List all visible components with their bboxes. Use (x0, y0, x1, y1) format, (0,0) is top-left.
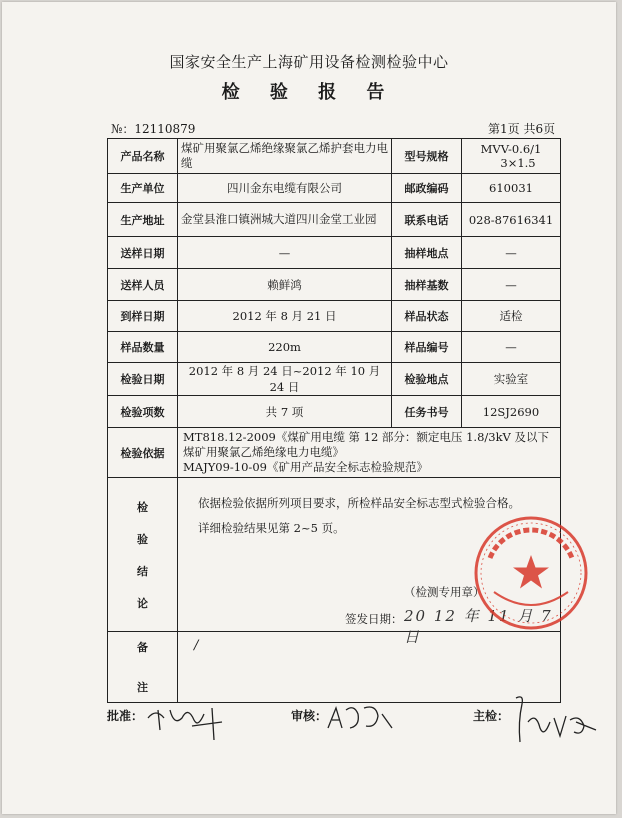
test-date-value: 2012 年 8 月 24 日~2012 年 10 月 24 日 (178, 363, 392, 396)
stamp-label: （检测专用章） (404, 585, 485, 599)
sample-place-value: — (462, 237, 561, 269)
remarks-content (178, 632, 561, 703)
test-place-label: 检验地点 (392, 363, 462, 396)
approver-label: 批准： (107, 709, 144, 723)
test-place-value: 实验室 (462, 363, 561, 396)
arrive-date-value: 2012 年 8 月 21 日 (178, 301, 392, 332)
send-date-value: — (178, 237, 392, 269)
reviewer-label: 审核： (291, 709, 328, 723)
table-row (108, 632, 561, 703)
table-row (108, 428, 561, 478)
conclusion-content (178, 478, 561, 646)
remarks-label (108, 632, 178, 703)
basis-line1: MT818.12-2009《煤矿用电缆 第 12 部分：额定电压 1.8/3kV 及以下煤矿用聚氯乙烯绝缘电力电缆》 (183, 430, 549, 459)
test-date-label: 检验日期 (108, 363, 178, 396)
report-table (107, 138, 561, 703)
product-name-label: 产品名称 (108, 139, 178, 174)
document-number: №：12110879 (111, 122, 196, 136)
org-title: 国家安全生产上海矿用设备检测检验中心 (169, 53, 449, 71)
table-row (108, 203, 561, 237)
reviewer-signature (324, 698, 396, 738)
table-row (108, 269, 561, 301)
quantity-value: 220m (178, 332, 392, 363)
basis-value (178, 428, 561, 478)
table-row (108, 139, 561, 174)
issue-date-label: 签发日期： (345, 612, 403, 626)
task-no-label: 任务书号 (392, 396, 462, 428)
remarks-label-char: 注 (137, 681, 148, 694)
approver-signature (142, 696, 237, 744)
conclusion-label (108, 478, 178, 632)
issue-date-handwritten: 20 12 年 11 月 7 日 (404, 607, 553, 646)
table-row (108, 396, 561, 428)
table-row (108, 174, 561, 203)
sender-label: 送样人员 (108, 269, 178, 301)
send-date-label: 送样日期 (108, 237, 178, 269)
report-page (2, 2, 616, 814)
items-value: 共 7 项 (178, 396, 392, 428)
conclusion-label-char: 结 (137, 564, 148, 578)
model-line1: MVV-0.6/1 (480, 142, 542, 156)
conclusion-label-char: 论 (137, 596, 148, 610)
conclusion-label-char: 验 (137, 532, 148, 546)
sample-base-value: — (462, 269, 561, 301)
address-value: 金堂县淮口镇洲城大道四川金堂工业园 (178, 203, 392, 237)
table-row (108, 301, 561, 332)
conclusion-detail: 详细检验结果见第 2~5 页。 (198, 521, 345, 535)
model-line2: 3×1.5 (500, 156, 536, 170)
table-row (108, 237, 561, 269)
task-no-value: 12SJ2690 (462, 396, 561, 428)
arrive-date-label: 到样日期 (108, 301, 178, 332)
report-title: 检 验 报 告 (221, 82, 397, 103)
remarks-mark: / (194, 638, 199, 653)
table-row (108, 332, 561, 363)
maker-value: 四川金东电缆有限公司 (178, 174, 392, 203)
phone-value: 028-87616341 (462, 203, 561, 237)
conclusion-label-char: 检 (137, 500, 148, 514)
sample-state-value: 适检 (462, 301, 561, 332)
maker-label: 生产单位 (108, 174, 178, 203)
items-label: 检验项数 (108, 396, 178, 428)
sample-no-label: 样品编号 (392, 332, 462, 363)
postcode-label: 邮政编码 (392, 174, 462, 203)
page-info: 第1页 共6页 (488, 122, 556, 136)
quantity-label: 样品数量 (108, 332, 178, 363)
table-row (108, 478, 561, 632)
model-value (462, 139, 561, 174)
chief-inspector-label: 主检： (473, 709, 510, 723)
phone-label: 联系电话 (392, 203, 462, 237)
table-row (108, 363, 561, 396)
postcode-value: 610031 (462, 174, 561, 203)
address-label: 生产地址 (108, 203, 178, 237)
conclusion-text: 依据检验依据所列项目要求，所检样品安全标志型式检验合格。 (198, 496, 520, 510)
sample-state-label: 样品状态 (392, 301, 462, 332)
sample-place-label: 抽样地点 (392, 237, 462, 269)
remarks-label-char: 备 (137, 641, 148, 654)
basis-line2: MAJY09-10-09《矿用产品安全标志检验规范》 (183, 460, 428, 474)
model-label: 型号规格 (392, 139, 462, 174)
sample-no-value: — (462, 332, 561, 363)
product-name-value: 煤矿用聚氯乙烯绝缘聚氯乙烯护套电力电缆 (178, 139, 392, 174)
sample-base-label: 抽样基数 (392, 269, 462, 301)
sender-value: 赖鲜鸿 (178, 269, 392, 301)
basis-label: 检验依据 (108, 428, 178, 478)
